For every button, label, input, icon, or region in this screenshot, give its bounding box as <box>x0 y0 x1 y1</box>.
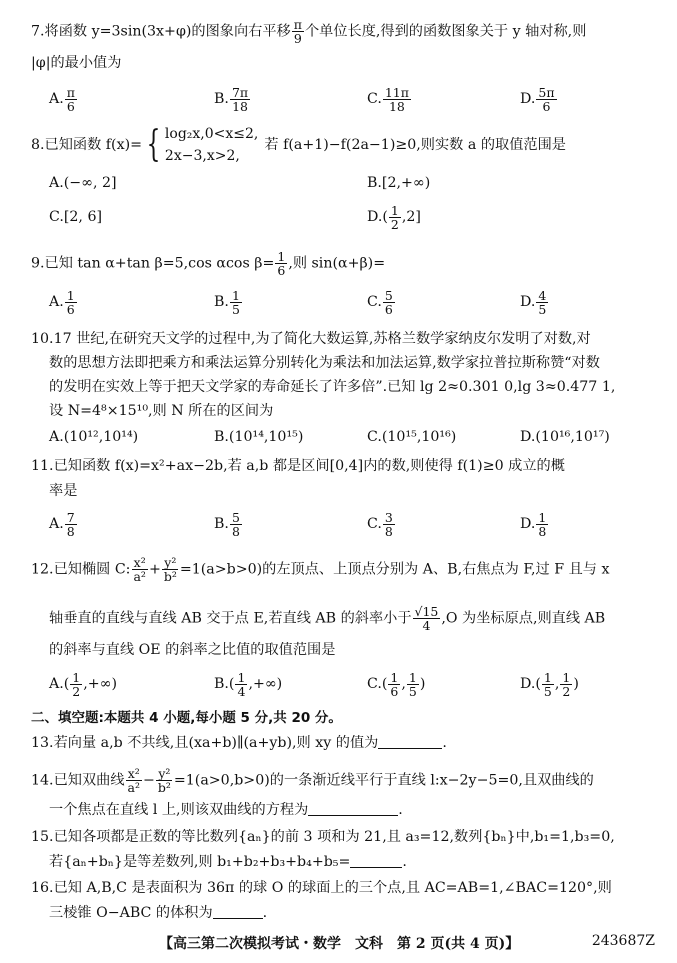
q7-fraction: $\frac{\pi}{9}$ <box>293 17 302 46</box>
section-fill-in-heading: 二、填空题:本题共 4 小题,每小题 5 分,共 20 分。 <box>31 710 342 726</box>
q16-line1: 16.已知 A,B,C 是表面积为 36π 的球 O 的球面上的三个点,且 AC=AB=1,∠BAC=120°,则 <box>31 880 612 896</box>
q8-option-c: C.[2, 6] <box>49 209 103 225</box>
q12-line1: 12.已知椭圆 C: $\frac{\text{x²}}{\text{a²}}$ + $\frac{\text{y²}}{\text{b²}}$ =1(a>b>0)的左顶点、上顶点分别为 A、B,右焦点为 F,过 F 且与 x <box>31 555 610 584</box>
q7-option-a: A. $\frac{\pi}{6}$ <box>49 84 75 114</box>
footer-title: 【高三第二次模拟考试・数学 文科 第 2 页(共 4 页)】 <box>159 936 520 952</box>
q10-line3: 的发明在实效上等于把天文学家的寿命延长了许多倍”.已知 lg 2≈0.301 0,lg 3≈0.477 1, <box>49 379 616 395</box>
q10-option-c: C.(10¹⁵,10¹⁶) <box>367 429 457 445</box>
q10-line4: 设 N=4⁸×15¹⁰,则 N 所在的区间为 <box>49 403 274 419</box>
page-footer <box>0 933 677 955</box>
q11-option-a: A. $\frac{7}{8}$ <box>49 509 75 539</box>
q11-line2: 率是 <box>49 483 78 499</box>
q9-line1: 9.已知 tan α+tan β=5,cos αcos β= $\frac{1}{6}$ ,则 sin(α+β)= <box>31 249 386 278</box>
q9-option-b: B. $\frac{1}{5}$ <box>214 287 240 317</box>
q10-options <box>49 423 649 451</box>
q9-option-a: A. $\frac{1}{6}$ <box>49 287 75 317</box>
q8-option-b: B.[2,+∞) <box>367 175 431 191</box>
q11-line1: 11.已知函数 f(x)=x²+ax−2b,若 a,b 都是区间[0,4]内的数,则使得 f(1)≥0 成立的概 <box>31 458 565 474</box>
q14-line1: 14.已知双曲线 $\frac{\text{x²}}{\text{a²}}$ − $\frac{\text{y²}}{\text{b²}}$ =1(a>0,b>0)的一条渐近线平行于直线 l:x−2y−5=0,且双曲线的 <box>31 766 594 795</box>
q7-option-c: C. $\frac{11\pi}{18}$ <box>367 84 409 114</box>
q14-line2: 一个焦点在直线 l 上,则该双曲线的方程为 . <box>49 802 403 818</box>
q11-options <box>49 507 649 541</box>
footer-code: 243687Z <box>591 933 655 949</box>
q8-option-a: A.(−∞, 2] <box>49 175 117 191</box>
q14-answer-blank <box>308 801 398 816</box>
q12-option-d: D.( $\frac{1}{5}$ , $\frac{1}{2}$ ) <box>520 669 579 699</box>
q16-answer-blank <box>213 904 263 919</box>
q9-options <box>49 285 649 319</box>
q13-answer-blank <box>378 734 442 749</box>
q12-options <box>49 667 649 701</box>
q11-option-d: D. $\frac{1}{8}$ <box>520 509 547 539</box>
q15-answer-blank <box>350 853 402 868</box>
q9-option-d: D. $\frac{4}{5}$ <box>520 287 547 317</box>
q15-line1: 15.已知各项都是正数的等比数列{aₙ}的前 3 项和为 21,且 a₃=12,数列{bₙ}中,b₁=1,b₃=0, <box>31 829 615 845</box>
q10-option-a: A.(10¹²,10¹⁴) <box>49 429 139 445</box>
q15-line2: 若{aₙ+bₙ}是等差数列,则 b₁+b₂+b₃+b₄+b₅= . <box>49 854 407 870</box>
q12-option-c: C.( $\frac{1}{6}$ , $\frac{1}{5}$ ) <box>367 669 426 699</box>
q10-option-d: D.(10¹⁶,10¹⁷) <box>520 429 610 445</box>
q7-options <box>49 82 649 116</box>
q10-line1: 10.17 世纪,在研究天文学的过程中,为了简化大数运算,苏格兰数学家纳皮尔发明了对数,对 <box>31 331 591 347</box>
q8-piecewise: log₂x,0<x≤2, 2x−3,x>2, <box>164 126 259 164</box>
q8-options-row1 <box>49 166 649 200</box>
q11-option-b: B. $\frac{5}{8}$ <box>214 509 240 539</box>
q8-brace: { <box>146 124 161 165</box>
q10-line2: 数的思想方法即把乘方和乘法运算分别转化为乘法和加法运算,数学家拉普拉斯称赞“对数 <box>49 355 600 371</box>
q12-line3: 的斜率与直线 OE 的斜率之比值的取值范围是 <box>49 642 336 658</box>
q8-option-d: D.( $\frac{1}{2}$ ,2] <box>367 202 421 232</box>
q8-options-row2 <box>49 200 649 234</box>
q12-line2: 轴垂直的直线与直线 AB 交于点 E,若直线 AB 的斜率小于 $\frac{√15}{4}$ ,O 为坐标原点,则直线 AB <box>49 604 606 633</box>
q11-option-c: C. $\frac{3}{8}$ <box>367 509 393 539</box>
q7-option-b: B. $\frac{7\pi}{18}$ <box>214 84 249 114</box>
q9-option-c: C. $\frac{5}{6}$ <box>367 287 393 317</box>
q8-line1: 8.已知函数 f(x)= { log₂x,0<x≤2, 2x−3,x>2, 若 f(a+1)−f(2a−1)≥0,则实数 a 的取值范围是 <box>31 124 566 165</box>
q7-option-d: D. $\frac{5\pi}{6}$ <box>520 84 555 114</box>
q13-line: 13.若向量 a,b 不共线,且(xa+b)∥(a+yb),则 xy 的值为 . <box>31 735 447 751</box>
q10-option-b: B.(10¹⁴,10¹⁵) <box>214 429 304 445</box>
q12-option-a: A.( $\frac{1}{2}$ ,+∞) <box>49 669 118 699</box>
q16-line2: 三棱锥 O−ABC 的体积为 . <box>49 905 268 921</box>
q7-line1: 7.将函数 y=3sin(3x+φ)的图象向右平移 $\frac{\pi}{9}$ 个单位长度,得到的函数图象关于 y 轴对称,则 <box>31 17 587 46</box>
q7-line2: |φ|的最小值为 <box>31 55 122 71</box>
q12-option-b: B.( $\frac{1}{4}$ ,+∞) <box>214 669 283 699</box>
